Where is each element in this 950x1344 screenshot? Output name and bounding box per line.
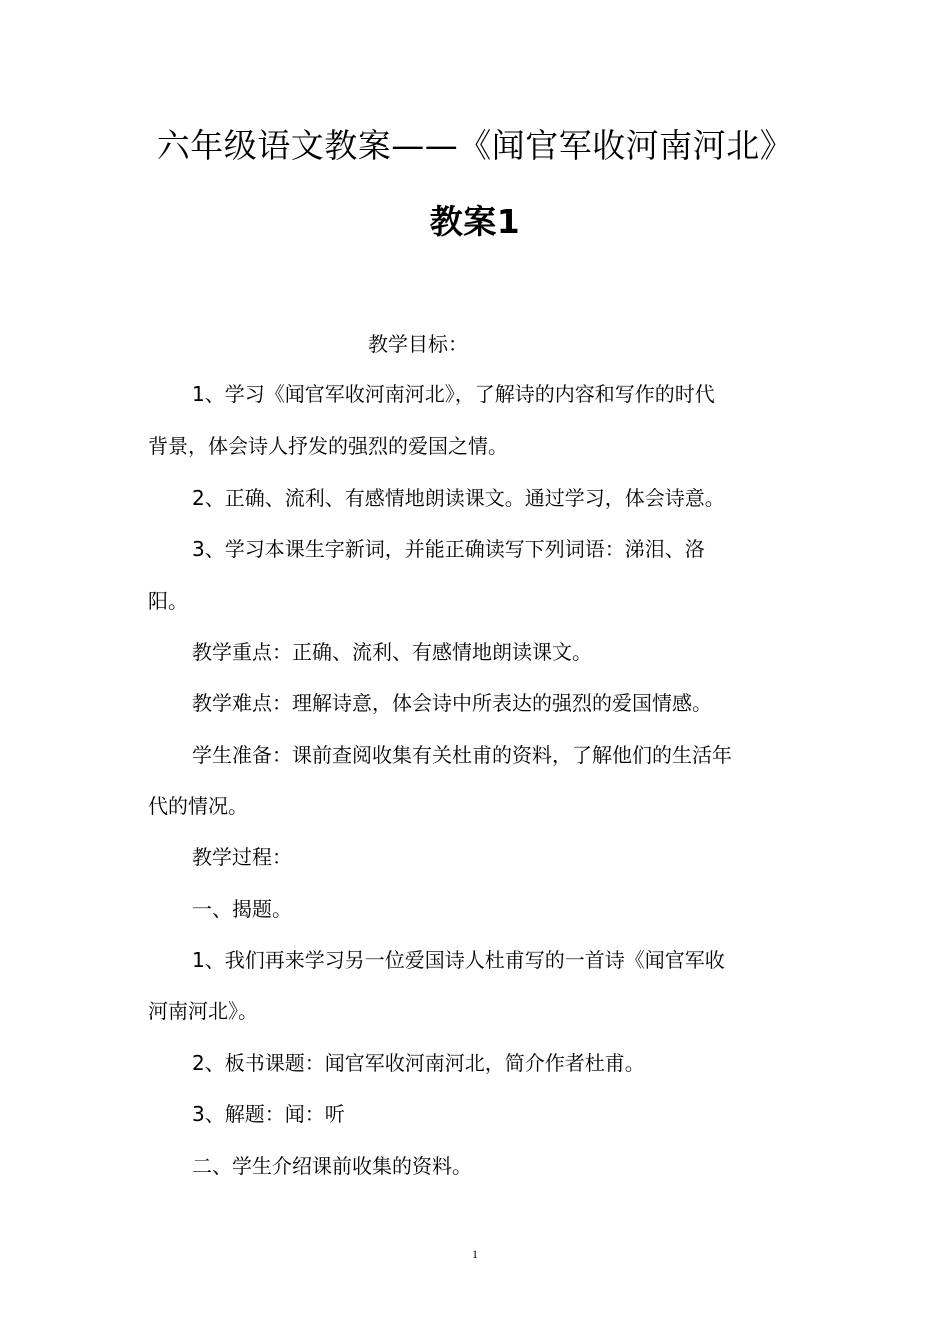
teaching-goals-heading: 教学目标：: [368, 332, 468, 356]
document-title-line-1: 六年级语文教案——《闻官军收河南河北》: [156, 126, 794, 165]
student-preparation-line-1: 学生准备：课前查阅收集有关杜甫的资料，了解他们的生活年: [192, 743, 732, 767]
step-1-line-1: 1、我们再来学习另一位爱国诗人杜甫写的一首诗《闻官军收: [192, 948, 725, 972]
goal-2: 2、正确、流利、有感情地朗读课文。通过学习，体会诗意。: [192, 486, 725, 510]
teaching-process-heading: 教学过程：: [192, 845, 292, 869]
student-preparation-line-2: 代的情况。: [148, 794, 248, 818]
goal-3-line-2: 阳。: [148, 589, 188, 613]
goal-1-line-2: 背景，体会诗人抒发的强烈的爱国之情。: [148, 434, 508, 458]
goal-1-line-1: 1、学习《闻官军收河南河北》，了解诗的内容和写作的时代: [192, 382, 715, 406]
step-2: 2、板书课题：闻官军收河南河北，简介作者杜甫。: [192, 1051, 645, 1075]
section-2-heading: 二、学生介绍课前收集的资料。: [192, 1154, 472, 1178]
page-number: 1: [472, 1247, 478, 1261]
section-1-heading: 一、揭题。: [192, 897, 292, 921]
goal-3-line-1: 3、学习本课生字新词，并能正确读写下列词语：涕泪、洛: [192, 537, 705, 561]
step-1-line-2: 河南河北》。: [148, 999, 258, 1023]
document-title-line-2: 教案1: [429, 202, 521, 241]
teaching-difficulty: 教学难点：理解诗意，体会诗中所表达的强烈的爱国情感。: [192, 691, 712, 715]
teaching-focus: 教学重点：正确、流利、有感情地朗读课文。: [192, 640, 592, 664]
step-3: 3、解题：闻：听: [192, 1102, 345, 1126]
